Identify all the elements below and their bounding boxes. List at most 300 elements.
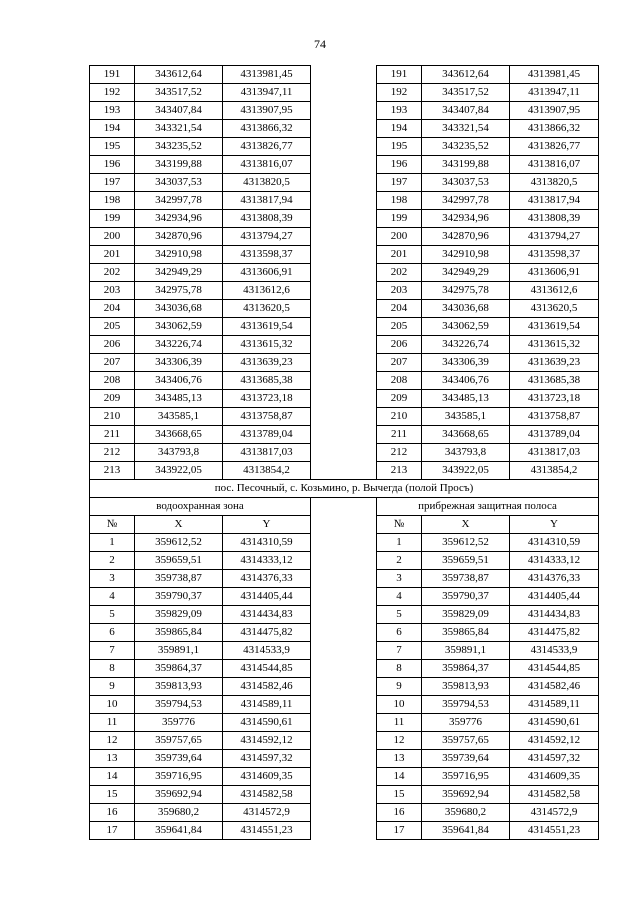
y-coordinate: 4313826,77: [223, 138, 311, 156]
x-coordinate: 343037,53: [135, 174, 223, 192]
point-number: 205: [90, 318, 135, 336]
y-coordinate: 4314434,83: [223, 606, 311, 624]
y-coordinate: 4313615,32: [223, 336, 311, 354]
column-header-row: [90, 516, 599, 534]
point-number: 208: [90, 372, 135, 390]
table-row: [90, 390, 599, 408]
y-coordinate: 4313639,23: [223, 354, 311, 372]
y-coordinate: 4313816,07: [510, 156, 599, 174]
column-gap: [311, 318, 377, 336]
header-y: Y: [510, 516, 599, 534]
table-row: [90, 750, 599, 768]
table-row: [90, 210, 599, 228]
left-zone-title: водоохранная зона: [90, 498, 311, 516]
column-gap: [311, 390, 377, 408]
point-number: 3: [377, 570, 422, 588]
x-coordinate: 359612,52: [422, 534, 510, 552]
column-gap: [311, 714, 377, 732]
y-coordinate: 4314333,12: [223, 552, 311, 570]
x-coordinate: 343306,39: [422, 354, 510, 372]
y-coordinate: 4313606,91: [510, 264, 599, 282]
y-coordinate: 4314597,32: [510, 750, 599, 768]
point-number: 192: [377, 84, 422, 102]
point-number: 4: [377, 588, 422, 606]
column-gap: [311, 192, 377, 210]
table-row: [90, 570, 599, 588]
point-number: 194: [90, 120, 135, 138]
point-number: 194: [377, 120, 422, 138]
point-number: 201: [90, 246, 135, 264]
point-number: 5: [90, 606, 135, 624]
y-coordinate: 4313947,11: [223, 84, 311, 102]
point-number: 212: [90, 444, 135, 462]
column-gap: [311, 426, 377, 444]
x-coordinate: 359738,87: [135, 570, 223, 588]
point-number: 191: [377, 66, 422, 84]
y-coordinate: 4314609,35: [223, 768, 311, 786]
point-number: 193: [90, 102, 135, 120]
table-row: [90, 444, 599, 462]
x-coordinate: 359612,52: [135, 534, 223, 552]
y-coordinate: 4314475,82: [223, 624, 311, 642]
y-coordinate: 4314551,23: [510, 822, 599, 840]
y-coordinate: 4314533,9: [510, 642, 599, 660]
section-title-row: [90, 480, 599, 498]
point-number: 206: [377, 336, 422, 354]
x-coordinate: 359790,37: [422, 588, 510, 606]
point-number: 212: [377, 444, 422, 462]
y-coordinate: 4313981,45: [223, 66, 311, 84]
x-coordinate: 359891,1: [135, 642, 223, 660]
point-number: 210: [90, 408, 135, 426]
table-row: [90, 228, 599, 246]
y-coordinate: 4314572,9: [510, 804, 599, 822]
table-row: [90, 156, 599, 174]
x-coordinate: 342949,29: [422, 264, 510, 282]
point-number: 7: [377, 642, 422, 660]
point-number: 198: [90, 192, 135, 210]
y-coordinate: 4313789,04: [223, 426, 311, 444]
y-coordinate: 4314590,61: [223, 714, 311, 732]
point-number: 4: [90, 588, 135, 606]
table-row: [90, 606, 599, 624]
column-gap: [311, 444, 377, 462]
point-number: 202: [377, 264, 422, 282]
y-coordinate: 4313794,27: [510, 228, 599, 246]
table-row: [90, 588, 599, 606]
column-gap: [311, 570, 377, 588]
x-coordinate: 343922,05: [422, 462, 510, 480]
x-coordinate: 343612,64: [422, 66, 510, 84]
x-coordinate: 359716,95: [135, 768, 223, 786]
lower-table-body: [90, 534, 599, 840]
column-gap: [311, 588, 377, 606]
y-coordinate: 4314405,44: [223, 588, 311, 606]
point-number: 1: [90, 534, 135, 552]
header-number: №: [377, 516, 422, 534]
y-coordinate: 4313808,39: [510, 210, 599, 228]
x-coordinate: 359865,84: [135, 624, 223, 642]
column-gap: [311, 408, 377, 426]
right-zone-title: прибрежная защитная полоса: [377, 498, 599, 516]
coordinates-table: [89, 65, 599, 840]
x-coordinate: 343406,76: [135, 372, 223, 390]
point-number: 202: [90, 264, 135, 282]
point-number: 5: [377, 606, 422, 624]
y-coordinate: 4313981,45: [510, 66, 599, 84]
y-coordinate: 4313854,2: [510, 462, 599, 480]
column-gap: [311, 678, 377, 696]
point-number: 2: [90, 552, 135, 570]
x-coordinate: 359891,1: [422, 642, 510, 660]
x-coordinate: 359738,87: [422, 570, 510, 588]
point-number: 197: [90, 174, 135, 192]
y-coordinate: 4314376,33: [223, 570, 311, 588]
zone-title-row: [90, 498, 599, 516]
x-coordinate: 343793,8: [135, 444, 223, 462]
table-row: [90, 462, 599, 480]
x-coordinate: 359790,37: [135, 588, 223, 606]
y-coordinate: 4314572,9: [223, 804, 311, 822]
x-coordinate: 343235,52: [422, 138, 510, 156]
point-number: 195: [90, 138, 135, 156]
point-number: 200: [90, 228, 135, 246]
y-coordinate: 4313639,23: [510, 354, 599, 372]
point-number: 12: [377, 732, 422, 750]
table-row: [90, 804, 599, 822]
x-coordinate: 342870,96: [135, 228, 223, 246]
x-coordinate: 359813,93: [135, 678, 223, 696]
y-coordinate: 4313817,94: [223, 192, 311, 210]
table-row: [90, 768, 599, 786]
x-coordinate: 343585,1: [422, 408, 510, 426]
x-coordinate: 343485,13: [422, 390, 510, 408]
x-coordinate: 343517,52: [422, 84, 510, 102]
y-coordinate: 4313606,91: [223, 264, 311, 282]
y-coordinate: 4313619,54: [510, 318, 599, 336]
point-number: 8: [377, 660, 422, 678]
y-coordinate: 4314590,61: [510, 714, 599, 732]
x-coordinate: 359829,09: [135, 606, 223, 624]
y-coordinate: 4313612,6: [510, 282, 599, 300]
x-coordinate: 343062,59: [422, 318, 510, 336]
point-number: 11: [90, 714, 135, 732]
header-x: X: [422, 516, 510, 534]
x-coordinate: 359864,37: [135, 660, 223, 678]
point-number: 203: [377, 282, 422, 300]
table-row: [90, 66, 599, 84]
point-number: 193: [377, 102, 422, 120]
x-coordinate: 343668,65: [422, 426, 510, 444]
x-coordinate: 343517,52: [135, 84, 223, 102]
x-coordinate: 342934,96: [135, 210, 223, 228]
x-coordinate: 359739,64: [422, 750, 510, 768]
y-coordinate: 4314533,9: [223, 642, 311, 660]
table-row: [90, 552, 599, 570]
x-coordinate: 343036,68: [422, 300, 510, 318]
point-number: 12: [90, 732, 135, 750]
column-gap: [311, 264, 377, 282]
column-gap: [311, 174, 377, 192]
x-coordinate: 342910,98: [135, 246, 223, 264]
y-coordinate: 4313598,37: [223, 246, 311, 264]
column-gap: [311, 534, 377, 552]
x-coordinate: 359813,93: [422, 678, 510, 696]
x-coordinate: 359716,95: [422, 768, 510, 786]
table-row: [90, 102, 599, 120]
x-coordinate: 342975,78: [135, 282, 223, 300]
point-number: 209: [90, 390, 135, 408]
table-row: [90, 714, 599, 732]
column-gap: [311, 516, 377, 534]
x-coordinate: 343306,39: [135, 354, 223, 372]
table-row: [90, 822, 599, 840]
point-number: 211: [90, 426, 135, 444]
y-coordinate: 4313615,32: [510, 336, 599, 354]
column-gap: [311, 696, 377, 714]
table-row: [90, 246, 599, 264]
y-coordinate: 4314544,85: [510, 660, 599, 678]
point-number: 9: [377, 678, 422, 696]
column-gap: [311, 624, 377, 642]
y-coordinate: 4314582,46: [510, 678, 599, 696]
y-coordinate: 4314475,82: [510, 624, 599, 642]
column-gap: [311, 462, 377, 480]
point-number: 7: [90, 642, 135, 660]
point-number: 13: [90, 750, 135, 768]
y-coordinate: 4313907,95: [510, 102, 599, 120]
table-row: [90, 534, 599, 552]
point-number: 196: [377, 156, 422, 174]
x-coordinate: 359776: [422, 714, 510, 732]
y-coordinate: 4314310,59: [223, 534, 311, 552]
y-coordinate: 4314589,11: [510, 696, 599, 714]
x-coordinate: 359794,53: [422, 696, 510, 714]
column-gap: [311, 246, 377, 264]
y-coordinate: 4314582,58: [510, 786, 599, 804]
x-coordinate: 343199,88: [422, 156, 510, 174]
y-coordinate: 4313723,18: [223, 390, 311, 408]
table-row: [90, 84, 599, 102]
x-coordinate: 359776: [135, 714, 223, 732]
column-gap: [311, 120, 377, 138]
x-coordinate: 343199,88: [135, 156, 223, 174]
x-coordinate: 359659,51: [135, 552, 223, 570]
upper-table-body: [90, 66, 599, 480]
section-title: пос. Песочный, с. Козьмино, р. Вычегда (полой Просъ): [90, 480, 599, 498]
y-coordinate: 4314582,58: [223, 786, 311, 804]
header-number: №: [90, 516, 135, 534]
y-coordinate: 4313619,54: [223, 318, 311, 336]
y-coordinate: 4314333,12: [510, 552, 599, 570]
y-coordinate: 4313758,87: [223, 408, 311, 426]
y-coordinate: 4314310,59: [510, 534, 599, 552]
point-number: 6: [377, 624, 422, 642]
x-coordinate: 359659,51: [422, 552, 510, 570]
table-row: [90, 372, 599, 390]
y-coordinate: 4314582,46: [223, 678, 311, 696]
x-coordinate: 359692,94: [135, 786, 223, 804]
column-gap: [311, 552, 377, 570]
y-coordinate: 4314551,23: [223, 822, 311, 840]
point-number: 204: [377, 300, 422, 318]
x-coordinate: 343407,84: [422, 102, 510, 120]
x-coordinate: 343406,76: [422, 372, 510, 390]
column-gap: [311, 768, 377, 786]
x-coordinate: 343037,53: [422, 174, 510, 192]
table-row: [90, 678, 599, 696]
column-gap: [311, 642, 377, 660]
table-row: [90, 300, 599, 318]
table-row: [90, 642, 599, 660]
point-number: 11: [377, 714, 422, 732]
point-number: 14: [377, 768, 422, 786]
x-coordinate: 342997,78: [135, 192, 223, 210]
point-number: 15: [377, 786, 422, 804]
column-gap: [311, 300, 377, 318]
point-number: 191: [90, 66, 135, 84]
table-row: [90, 408, 599, 426]
column-gap: [311, 66, 377, 84]
section-header: [90, 480, 599, 534]
point-number: 213: [377, 462, 422, 480]
column-gap: [311, 336, 377, 354]
y-coordinate: 4313620,5: [223, 300, 311, 318]
page-number: 74: [314, 37, 326, 51]
x-coordinate: 343922,05: [135, 462, 223, 480]
x-coordinate: 343407,84: [135, 102, 223, 120]
column-gap: [311, 282, 377, 300]
y-coordinate: 4313758,87: [510, 408, 599, 426]
point-number: 213: [90, 462, 135, 480]
table-row: [90, 138, 599, 156]
point-number: 2: [377, 552, 422, 570]
x-coordinate: 342910,98: [422, 246, 510, 264]
table-row: [90, 318, 599, 336]
y-coordinate: 4314592,12: [223, 732, 311, 750]
column-gap: [311, 498, 377, 516]
table-row: [90, 426, 599, 444]
point-number: 203: [90, 282, 135, 300]
table-row: [90, 786, 599, 804]
y-coordinate: 4313685,38: [223, 372, 311, 390]
point-number: 192: [90, 84, 135, 102]
y-coordinate: 4313598,37: [510, 246, 599, 264]
y-coordinate: 4313612,6: [223, 282, 311, 300]
y-coordinate: 4313854,2: [223, 462, 311, 480]
y-coordinate: 4314589,11: [223, 696, 311, 714]
header-y: Y: [223, 516, 311, 534]
x-coordinate: 359641,84: [135, 822, 223, 840]
table-row: [90, 282, 599, 300]
point-number: 17: [377, 822, 422, 840]
column-gap: [311, 786, 377, 804]
column-gap: [311, 138, 377, 156]
column-gap: [311, 102, 377, 120]
point-number: 199: [90, 210, 135, 228]
x-coordinate: 343226,74: [135, 336, 223, 354]
x-coordinate: 342975,78: [422, 282, 510, 300]
y-coordinate: 4314376,33: [510, 570, 599, 588]
x-coordinate: 342870,96: [422, 228, 510, 246]
x-coordinate: 359864,37: [422, 660, 510, 678]
column-gap: [311, 210, 377, 228]
y-coordinate: 4314609,35: [510, 768, 599, 786]
point-number: 211: [377, 426, 422, 444]
y-coordinate: 4313817,03: [223, 444, 311, 462]
point-number: 199: [377, 210, 422, 228]
y-coordinate: 4314597,32: [223, 750, 311, 768]
y-coordinate: 4313817,94: [510, 192, 599, 210]
point-number: 207: [377, 354, 422, 372]
y-coordinate: 4313808,39: [223, 210, 311, 228]
y-coordinate: 4313947,11: [510, 84, 599, 102]
x-coordinate: 343793,8: [422, 444, 510, 462]
x-coordinate: 342934,96: [422, 210, 510, 228]
point-number: 207: [90, 354, 135, 372]
table-row: [90, 624, 599, 642]
y-coordinate: 4313820,5: [510, 174, 599, 192]
point-number: 204: [90, 300, 135, 318]
x-coordinate: 359739,64: [135, 750, 223, 768]
x-coordinate: 343612,64: [135, 66, 223, 84]
x-coordinate: 343485,13: [135, 390, 223, 408]
x-coordinate: 359641,84: [422, 822, 510, 840]
table-row: [90, 732, 599, 750]
point-number: 6: [90, 624, 135, 642]
y-coordinate: 4313817,03: [510, 444, 599, 462]
x-coordinate: 359757,65: [422, 732, 510, 750]
y-coordinate: 4313620,5: [510, 300, 599, 318]
table-row: [90, 192, 599, 210]
column-gap: [311, 660, 377, 678]
y-coordinate: 4313723,18: [510, 390, 599, 408]
x-coordinate: 342997,78: [422, 192, 510, 210]
point-number: 3: [90, 570, 135, 588]
point-number: 209: [377, 390, 422, 408]
point-number: 9: [90, 678, 135, 696]
x-coordinate: 359757,65: [135, 732, 223, 750]
point-number: 1: [377, 534, 422, 552]
point-number: 13: [377, 750, 422, 768]
table-row: [90, 354, 599, 372]
column-gap: [311, 84, 377, 102]
y-coordinate: 4313866,32: [223, 120, 311, 138]
y-coordinate: 4314592,12: [510, 732, 599, 750]
y-coordinate: 4314544,85: [223, 660, 311, 678]
column-gap: [311, 804, 377, 822]
y-coordinate: 4313789,04: [510, 426, 599, 444]
x-coordinate: 359680,2: [422, 804, 510, 822]
table-row: [90, 696, 599, 714]
point-number: 197: [377, 174, 422, 192]
point-number: 14: [90, 768, 135, 786]
x-coordinate: 343062,59: [135, 318, 223, 336]
point-number: 205: [377, 318, 422, 336]
point-number: 16: [377, 804, 422, 822]
x-coordinate: 343226,74: [422, 336, 510, 354]
y-coordinate: 4313816,07: [223, 156, 311, 174]
x-coordinate: 343321,54: [135, 120, 223, 138]
point-number: 201: [377, 246, 422, 264]
x-coordinate: 342949,29: [135, 264, 223, 282]
column-gap: [311, 732, 377, 750]
header-x: X: [135, 516, 223, 534]
x-coordinate: 359794,53: [135, 696, 223, 714]
y-coordinate: 4314434,83: [510, 606, 599, 624]
point-number: 198: [377, 192, 422, 210]
table-row: [90, 660, 599, 678]
